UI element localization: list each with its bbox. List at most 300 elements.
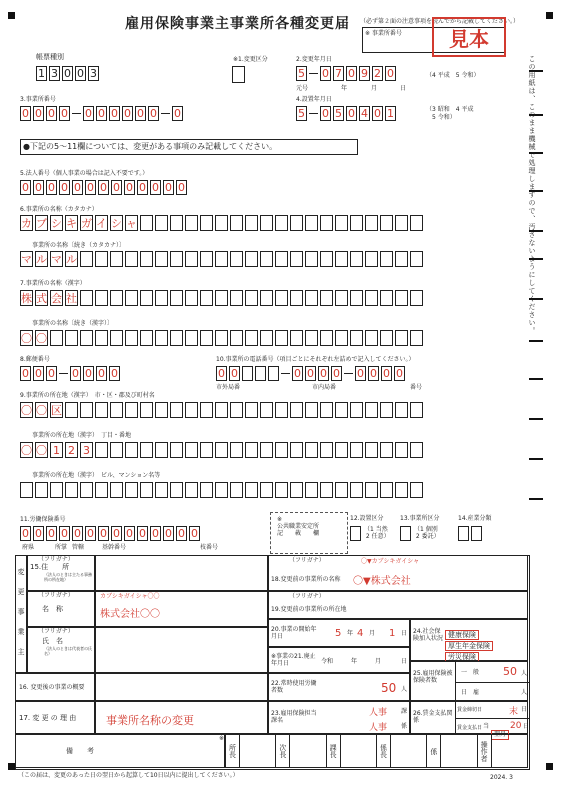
addr1-char[interactable] [275,402,288,418]
setup-date-digit[interactable]: 0 [374,107,381,120]
addr3-char[interactable] [185,482,198,498]
addr2-char[interactable] [335,442,348,458]
name-kanji-cont-char[interactable] [80,330,93,346]
phone-number-digit[interactable]: 0 [383,367,390,380]
name-kana-cont-char[interactable] [365,251,378,267]
name-kana-cont-char[interactable] [110,251,123,267]
name-kanji-cont-char[interactable] [395,330,408,346]
addr2-char[interactable] [215,442,228,458]
change-date-digit[interactable]: 7 [335,67,342,80]
addr2-char[interactable] [230,442,243,458]
name-kanji-cont-char[interactable] [95,330,108,346]
addr2-char[interactable] [125,442,138,458]
phone-local-digit[interactable]: 0 [320,367,327,380]
name-kanji-char[interactable] [95,290,108,306]
name-kanji-char[interactable] [305,290,318,306]
name-kanji-cont-char[interactable] [110,330,123,346]
name-kanji-char[interactable] [320,290,333,306]
addr3-char[interactable] [125,482,138,498]
addr2-char[interactable]: 〇 [36,444,47,457]
labor-ins-digit[interactable]: 0 [178,527,185,540]
name-kana-char[interactable] [305,215,318,231]
name-kana-cont-char[interactable] [260,251,273,267]
addr2-char[interactable] [200,442,213,458]
name-kana-char[interactable] [185,215,198,231]
addr1-char[interactable] [260,402,273,418]
addr3-char[interactable] [395,482,408,498]
name-kanji-cont-char[interactable] [275,330,288,346]
name-kana-cont-char[interactable] [380,251,393,267]
name-kana-cont-char[interactable] [350,251,363,267]
labor-ins-digit[interactable]: 0 [165,527,172,540]
name-kanji-cont-char[interactable]: 〇 [21,332,32,345]
name-kanji-char[interactable]: 式 [36,292,47,305]
setup-date-digit[interactable]: 5 [298,107,305,120]
addr1-char[interactable] [245,402,258,418]
addr1-char[interactable]: 〇 [36,404,47,417]
name-kanji-cont-char[interactable] [365,330,378,346]
change-date-digit[interactable]: 0 [348,67,355,80]
name-kanji-char[interactable] [110,290,123,306]
name-kanji-char[interactable] [380,290,393,306]
name-kanji-char[interactable] [410,290,423,306]
name-kanji-char[interactable] [185,290,198,306]
name-kana-cont-char[interactable] [200,251,213,267]
addr1-char[interactable] [320,402,333,418]
name-kanji-cont-char[interactable]: 〇 [36,332,47,345]
labor-ins-digit[interactable]: 0 [48,527,55,540]
wage-pay-month: 翌月 [491,721,509,740]
addr2-char[interactable] [380,442,393,458]
addr3-char[interactable] [290,482,303,498]
addr2-char[interactable] [275,442,288,458]
name-kana-cont-char[interactable]: マ [51,253,62,266]
setup-date-digit[interactable]: 0 [348,107,355,120]
addr3-char[interactable] [380,482,393,498]
postal-digit[interactable]: 0 [111,367,118,380]
name-kana-char[interactable] [170,215,183,231]
corp-number-digit[interactable]: 0 [152,181,159,194]
stamp-cell-5[interactable] [491,734,528,768]
phone-area-digit[interactable]: 0 [231,367,238,380]
setup-date-digit[interactable]: 0 [322,107,329,120]
name-kana-cont-char[interactable] [245,251,258,267]
overview-cell[interactable] [95,673,268,701]
name-kana-cont-char[interactable] [230,251,243,267]
name-kanji-cont-char[interactable] [155,330,168,346]
name-kanji-char[interactable]: 株 [21,292,32,305]
addr1-char[interactable] [365,402,378,418]
name-kanji-char[interactable] [395,290,408,306]
addr1-char[interactable] [290,402,303,418]
change-date-digit[interactable]: 2 [374,67,381,80]
name-kana-cont-char[interactable] [170,251,183,267]
name-kana-char[interactable] [155,215,168,231]
phone-number-digit[interactable]: 0 [396,367,403,380]
biz-number-digit[interactable]: 0 [22,107,29,120]
addr3-char[interactable] [365,482,378,498]
addr2-char[interactable] [365,442,378,458]
addr1-char[interactable] [110,402,123,418]
name-kana-cont-char[interactable] [155,251,168,267]
addr1-char[interactable] [170,402,183,418]
addr1-char[interactable] [65,402,78,418]
name-kana-char[interactable] [320,215,333,231]
name-kana-cont-char[interactable] [95,251,108,267]
name-kana-cont-char[interactable] [140,251,153,267]
addr1-char[interactable] [305,402,318,418]
name-kana-char[interactable]: キ [66,217,77,230]
stamp-cell-0[interactable] [239,734,275,768]
corp-number-digit[interactable]: 0 [100,181,107,194]
name-kana-char[interactable] [395,215,408,231]
name-kana-char[interactable] [140,215,153,231]
name-kana-char[interactable] [275,215,288,231]
addr3-char[interactable] [215,482,228,498]
name-kana-char[interactable] [380,215,393,231]
name-kana-char[interactable]: シ [111,217,122,230]
phone-number-digit[interactable]: 0 [357,367,364,380]
name-kana-cont-char[interactable] [215,251,228,267]
name-kana-cont-char[interactable]: ル [36,253,47,266]
addr3-char[interactable] [110,482,123,498]
addr3-char[interactable] [245,482,258,498]
name-kanji-boxes [20,290,425,306]
change-date-digit[interactable]: 0 [322,67,329,80]
name-kanji-char[interactable]: 会 [51,292,62,305]
addr2-char[interactable]: 2 [65,442,78,458]
name-kana-char[interactable]: ブ [36,217,47,230]
change-date-digit[interactable]: 5 [298,67,305,80]
abolish-year: 年 [351,658,358,665]
form-type-digit[interactable]: 0 [64,67,71,80]
corp-number-digit[interactable]: 0 [22,181,29,194]
corp-number-digit[interactable]: 0 [87,181,94,194]
name-kana-char[interactable] [410,215,423,231]
labor-ins-digit[interactable]: 0 [139,527,146,540]
biz-number-digit[interactable]: 0 [35,107,42,120]
corp-number-digit[interactable]: 0 [74,181,81,194]
stamp-cell-1[interactable] [289,734,325,768]
employer-addr-cell[interactable] [95,555,268,591]
employer-rep-cell[interactable] [95,627,268,673]
change-date-digit[interactable]: 0 [387,67,394,80]
addr2-char[interactable] [245,442,258,458]
addr3-char[interactable] [140,482,153,498]
labor-ins-digit[interactable]: 0 [35,527,42,540]
name-kanji-char[interactable] [80,290,93,306]
name-kanji-char[interactable] [200,290,213,306]
biz-number-digit[interactable]: 0 [61,107,68,120]
name-kana-char[interactable] [215,215,228,231]
phone-area-digit[interactable] [242,366,253,381]
phone-local-digit[interactable]: 0 [333,367,340,380]
biz-number-digit[interactable]: 0 [111,107,118,120]
name-kana-cont-char[interactable] [320,251,333,267]
name-kana-char[interactable]: カ [21,217,32,230]
form-type-digit[interactable]: 3 [90,67,97,80]
postal-digit[interactable]: 0 [48,367,55,380]
phone-number-digit[interactable]: 0 [370,367,377,380]
insured-label: 25.雇用保険被保険者数 [413,670,453,684]
addr1-char[interactable] [395,402,408,418]
name-kana-cont-char[interactable] [80,251,93,267]
name-kanji-cont-char[interactable] [140,330,153,346]
phone-local-digit[interactable]: 0 [307,367,314,380]
name-kanji-cont-char[interactable] [260,330,273,346]
name-kanji-cont-char[interactable] [305,330,318,346]
addr2-char[interactable]: 〇 [21,444,32,457]
addr3-char[interactable] [230,482,243,498]
name-kanji-cont-char[interactable] [215,330,228,346]
phone-local-digit[interactable]: 0 [294,367,301,380]
name-kana-cont-char[interactable] [335,251,348,267]
emp-row3-sub: （法人のときは代表者の氏名） [44,646,92,656]
corp-number-digit[interactable]: 0 [126,181,133,194]
addr2-char[interactable] [140,442,153,458]
name-kanji-char[interactable] [140,290,153,306]
addr1-char[interactable] [95,402,108,418]
stamp-cell-4[interactable] [440,734,476,768]
addr2-char[interactable]: 1 [50,442,63,458]
remarks-cell[interactable] [15,734,225,768]
postal-digit[interactable]: 0 [98,367,105,380]
setup-date-digit[interactable]: 4 [361,107,368,120]
addr2-char[interactable] [305,442,318,458]
labor-ins-digit[interactable]: 0 [126,527,133,540]
biz-number-digit[interactable]: 0 [137,107,144,120]
name-kanji-char[interactable] [125,290,138,306]
name-kanji-char[interactable] [365,290,378,306]
name-kanji-cont-char[interactable] [65,330,78,346]
addr1-char[interactable] [155,402,168,418]
addr1-char[interactable] [230,402,243,418]
addr3-char[interactable] [35,482,48,498]
name-kanji-char[interactable] [275,290,288,306]
name-kanji-cont-char[interactable] [170,330,183,346]
biz-number-digit[interactable]: 0 [98,107,105,120]
name-kanji-cont-char[interactable] [185,330,198,346]
addr3-char[interactable] [275,482,288,498]
addr2-char[interactable]: 3 [80,442,93,458]
name-kanji-cont-char[interactable] [380,330,393,346]
name-kanji-cont-char[interactable] [200,330,213,346]
biz-number-digit[interactable]: 0 [124,107,131,120]
public-office-label: ※ 公共職業安定所 記 載 欄 [277,516,320,537]
name-kanji-cont-char[interactable] [125,330,138,346]
abolish-day: 日 [401,658,408,665]
industry-code-digit[interactable] [458,526,469,541]
addr1-char[interactable]: 区 [51,404,62,417]
name-kana-cont-char[interactable] [410,251,423,267]
name-kana-cont-label: 事業所の名称〔続き（カタカナ）〕 [32,242,126,249]
labor-ins-digit[interactable]: 0 [61,527,68,540]
corp-number-digit[interactable]: 0 [113,181,120,194]
name-kana-char[interactable] [200,215,213,231]
name-kana-cont-char[interactable]: ル [66,253,77,266]
name-kana-cont-char[interactable] [125,251,138,267]
name-kanji-cont-char[interactable] [320,330,333,346]
name-kanji-cont-char[interactable] [230,330,243,346]
addr2-char[interactable] [155,442,168,458]
labor-ins-digit[interactable]: 0 [113,527,120,540]
addr3-char[interactable] [80,482,93,498]
addr1-char[interactable] [125,402,138,418]
corp-number-digit[interactable]: 0 [48,181,55,194]
addr1-char[interactable] [80,402,93,418]
labor-ins-digit[interactable]: 0 [22,527,29,540]
corp-number-digit[interactable]: 0 [165,181,172,194]
corp-number-digit[interactable]: 0 [178,181,185,194]
labor-ins-digit[interactable]: 0 [87,527,94,540]
form-type-digit[interactable]: 3 [51,67,58,80]
industry-code-digit[interactable] [471,526,482,541]
name-kana-char[interactable] [350,215,363,231]
postal-digit[interactable]: 0 [22,367,29,380]
addr3-char[interactable] [170,482,183,498]
phone-area-digit[interactable]: 0 [218,367,225,380]
addr1-char[interactable] [380,402,393,418]
corp-number-digit[interactable]: 0 [35,181,42,194]
name-kanji-cont-char[interactable] [50,330,63,346]
addr1-char[interactable] [200,402,213,418]
labor-ins-digit[interactable]: 0 [191,527,198,540]
name-kana-char[interactable] [245,215,258,231]
name-kana-cont-char[interactable] [395,251,408,267]
change-category-box[interactable] [232,66,245,83]
name-kanji-char[interactable] [335,290,348,306]
name-kanji-char[interactable] [155,290,168,306]
name-kana-char[interactable]: イ [96,217,107,230]
addr1-char[interactable] [140,402,153,418]
addr3-char[interactable] [50,482,63,498]
name-kana-char[interactable]: ャ [126,217,137,230]
addr1-char[interactable] [215,402,228,418]
addr3-char[interactable] [335,482,348,498]
postal-digit[interactable]: 0 [85,367,92,380]
name-kana-char[interactable]: シ [51,217,62,230]
name-kanji-char[interactable] [170,290,183,306]
addr3-char[interactable] [95,482,108,498]
name-kana-char[interactable] [290,215,303,231]
name-kanji-char[interactable] [245,290,258,306]
addr2-char[interactable] [185,442,198,458]
form-type-digit[interactable]: 0 [77,67,84,80]
name-kanji-char[interactable] [350,290,363,306]
change-date-digit[interactable]: 9 [361,67,368,80]
addr2-char[interactable] [110,442,123,458]
name-kana-cont-char[interactable]: マ [21,253,32,266]
c13-opts: （1 個別 2 委託） [414,526,440,540]
name-kana-cont-char[interactable] [275,251,288,267]
addr3-char[interactable] [410,482,423,498]
addr1-char[interactable] [335,402,348,418]
addr1-char[interactable] [350,402,363,418]
stamp-cell-2[interactable] [340,734,376,768]
name-kanji-cont-char[interactable] [410,330,423,346]
labor-ins-digit[interactable]: 0 [100,527,107,540]
addr2-char[interactable] [350,442,363,458]
setup-date-digit[interactable]: 1 [387,107,394,120]
addr1-char[interactable]: 〇 [21,404,32,417]
addr3-char[interactable] [260,482,273,498]
biz-number-digit[interactable]: 0 [85,107,92,120]
addr2-char[interactable] [95,442,108,458]
name-kana-char[interactable] [260,215,273,231]
name-kanji-cont-char[interactable] [350,330,363,346]
addr3-char[interactable] [320,482,333,498]
name-kana-cont-char[interactable] [305,251,318,267]
addr2-char[interactable] [395,442,408,458]
addr2-char[interactable] [260,442,273,458]
name-kana-boxes [20,215,425,231]
postal-digit[interactable]: 0 [35,367,42,380]
addr3-char[interactable] [155,482,168,498]
labor-sub-3: 管轄 [72,544,85,551]
addr1-char[interactable] [185,402,198,418]
name-kanji-cont-char[interactable] [245,330,258,346]
name-kana-char[interactable] [335,215,348,231]
addr3-char[interactable] [20,482,33,498]
name-kanji-char[interactable] [290,290,303,306]
corp-number-digit[interactable]: 0 [139,181,146,194]
name-kanji-char[interactable]: 社 [66,292,77,305]
addr2-char[interactable] [320,442,333,458]
name-kanji-cont-char[interactable] [335,330,348,346]
name-kana-char[interactable]: ガ [81,217,92,230]
addr2-char[interactable] [290,442,303,458]
addr2-char[interactable] [410,442,423,458]
name-kana-char[interactable] [365,215,378,231]
setup-date-digit[interactable]: 5 [335,107,342,120]
biz-number-digit[interactable]: 0 [174,107,181,120]
addr3-char[interactable] [65,482,78,498]
name-kanji-char[interactable] [215,290,228,306]
addr1-char[interactable] [410,402,423,418]
name-kanji-char[interactable] [230,290,243,306]
c12-box[interactable] [350,526,361,541]
biz-number-digit[interactable]: 0 [48,107,55,120]
name-kana-char[interactable] [230,215,243,231]
name-kanji-char[interactable] [260,290,273,306]
addr3-char[interactable] [350,482,363,498]
addr3-char[interactable] [200,482,213,498]
reason-cell[interactable] [95,701,268,734]
name-kanji-cont-char[interactable] [290,330,303,346]
corp-number-digit[interactable]: 0 [61,181,68,194]
labor-ins-digit[interactable]: 0 [74,527,81,540]
abolish-label: ※事業の21.廃止年月日 [271,653,316,667]
name-kana-cont-char[interactable] [185,251,198,267]
labor-ins-digit[interactable]: 0 [152,527,159,540]
c13-label: 13.事業所区分 [400,515,440,522]
overview-label: 16. 変更後の事業の概要 [19,684,85,691]
c13-box[interactable] [400,526,411,541]
form-type-digit[interactable]: 1 [38,67,45,80]
name-kana-cont-char[interactable] [290,251,303,267]
postal-digit[interactable]: 0 [72,367,79,380]
stamp-cell-3[interactable] [390,734,426,768]
abolish-cell [268,647,410,673]
phone-area-digit[interactable] [255,366,266,381]
biz-number-digit[interactable]: 0 [150,107,157,120]
employer-name-cell[interactable] [95,591,268,627]
addr2-char[interactable] [170,442,183,458]
phone-area-digit[interactable] [268,366,279,381]
prev-name-label: 18.変更前の事業所の名称 [271,576,341,583]
wage-close-val: 末 [509,707,519,717]
addr3-char[interactable] [305,482,318,498]
